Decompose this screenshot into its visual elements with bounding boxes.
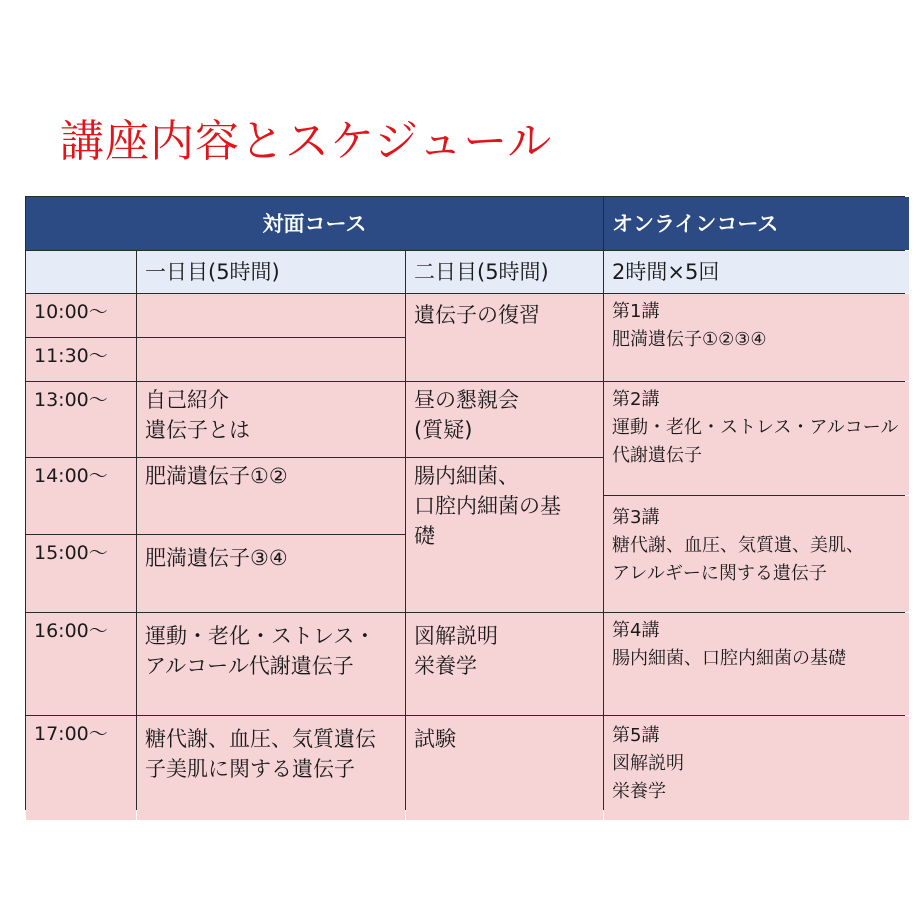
page-title: 講座内容とスケジュール	[60, 116, 553, 167]
day2-1400-cell	[406, 458, 603, 612]
lecture-number: 第2講	[612, 389, 660, 410]
online-lecture-4	[604, 613, 909, 715]
subheader-time-blank	[26, 251, 136, 293]
cell-line: 子美肌に関する遺伝子	[145, 757, 355, 781]
online-lecture-5	[604, 716, 909, 820]
cell-line: 遺伝子とは	[145, 418, 250, 442]
online-lecture-1	[604, 294, 909, 381]
day1-1300-cell	[137, 382, 405, 457]
cell-line: 肥満遺伝子③④	[145, 546, 288, 570]
cell-line: 腸内細菌、	[414, 464, 519, 488]
day1-1000-empty	[137, 294, 405, 337]
lecture-number: 第1講	[612, 301, 660, 322]
cell-line: 腸内細菌、口腔内細菌の基礎	[612, 648, 846, 669]
cell-line: 栄養学	[414, 654, 477, 678]
cell-line: 遺伝子の復習	[414, 303, 540, 327]
subheader-day2: 二日目(5時間)	[406, 251, 603, 293]
cell-line: 栄養学	[612, 781, 666, 802]
cell-line: 糖代謝、血圧、気質遺、美肌、	[612, 535, 864, 556]
cell-line: 運動・老化・ストレス・	[145, 624, 376, 648]
day2-1700-cell	[406, 716, 603, 820]
cell-line: 運動・老化・ストレス・アルコール	[612, 417, 899, 438]
time-1500: 15:00～	[26, 535, 136, 612]
cell-line: 肥満遺伝子①②	[145, 464, 288, 488]
day2-1000-cell	[406, 294, 603, 381]
time-1700: 17:00～	[26, 716, 136, 820]
cell-line: 糖代謝、血圧、気質遺伝	[145, 727, 376, 751]
header-face-to-face: 対面コース	[26, 197, 603, 250]
time-1300: 13:00～	[26, 382, 136, 457]
cell-line: アルコール代謝遺伝子	[145, 654, 354, 678]
time-1600: 16:00～	[26, 613, 136, 715]
cell-line: 肥満遺伝子①②③④	[612, 329, 767, 350]
cell-line: 自己紹介	[145, 388, 229, 412]
time-1000: 10:00～	[26, 294, 136, 337]
header-online: オンラインコース	[604, 197, 909, 250]
lecture-number: 第5講	[612, 725, 660, 746]
subheader-day1: 一日目(5時間)	[137, 251, 405, 293]
lecture-number: 第3講	[612, 507, 660, 528]
schedule-table	[25, 196, 905, 810]
cell-line: 礎	[414, 524, 435, 548]
cell-line: 口腔内細菌の基	[414, 494, 561, 518]
cell-line: アレルギーに関する遺伝子	[612, 563, 827, 584]
day1-1130-empty	[137, 338, 405, 381]
cell-line: 昼の懇親会	[414, 388, 519, 412]
cell-line: 図解説明	[612, 753, 684, 774]
cell-line: 図解説明	[414, 624, 498, 648]
cell-line: (質疑)	[414, 418, 473, 442]
online-lecture-3	[604, 496, 909, 612]
day1-1600-cell	[137, 613, 405, 715]
lecture-number: 第4講	[612, 620, 660, 641]
day2-1300-cell	[406, 382, 603, 457]
cell-line: 試験	[414, 727, 456, 751]
cell-line: 代謝遺伝子	[612, 445, 702, 466]
time-1400: 14:00～	[26, 458, 136, 534]
online-lecture-2	[604, 382, 909, 495]
time-1130: 11:30～	[26, 338, 136, 381]
day1-1400-cell	[137, 458, 405, 534]
day1-1500-cell	[137, 535, 405, 612]
day2-1600-cell	[406, 613, 603, 715]
subheader-online: 2時間×5回	[604, 251, 909, 293]
day1-1700-cell	[137, 716, 405, 820]
